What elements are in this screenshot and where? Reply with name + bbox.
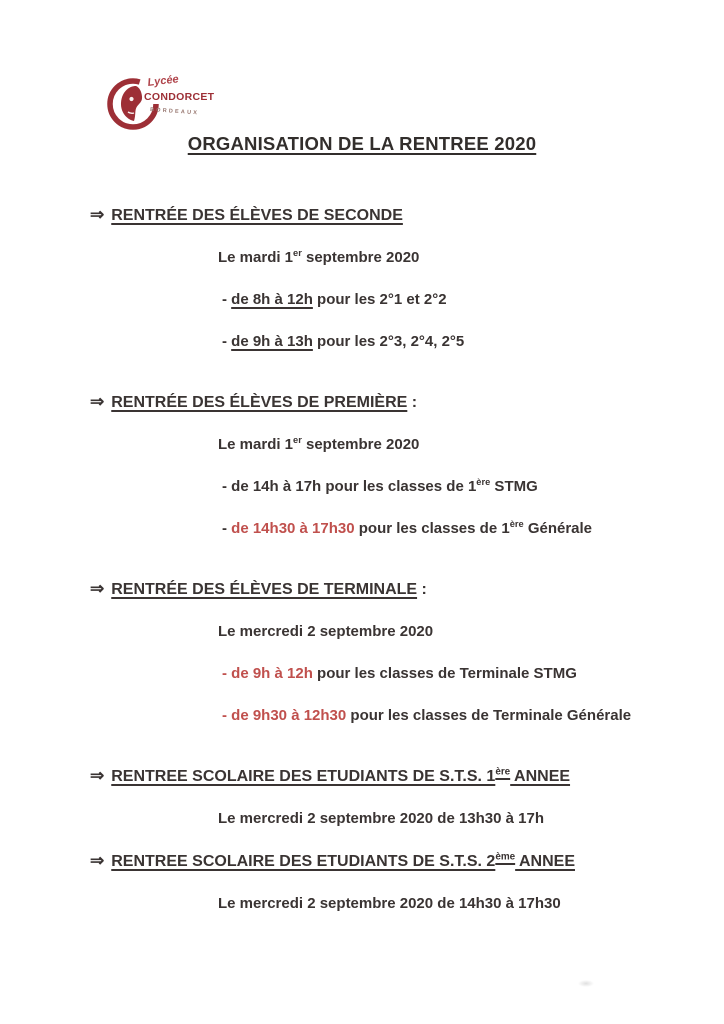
text-segment: er	[293, 248, 302, 258]
text-segment: Le mercredi 2 septembre 2020	[218, 623, 434, 640]
text-segment: er	[293, 435, 302, 445]
double-arrow-icon: ⇒	[90, 205, 105, 224]
time-slot-line	[222, 706, 724, 726]
text-segment: RENTRÉE DES ÉLÈVES DE TERMINALE	[111, 581, 418, 598]
text-segment: septembre 2020	[301, 249, 420, 266]
school-logo	[106, 72, 236, 136]
double-arrow-icon: ⇒	[90, 851, 105, 870]
text-segment: -	[222, 291, 232, 308]
highlighted-time-text: - de 9h30 à 12h30	[222, 707, 347, 724]
double-arrow-icon: ⇒	[90, 579, 105, 598]
highlighted-time-text: de 14h30 à 17h30	[231, 520, 355, 537]
text-segment: :	[417, 581, 427, 598]
schedule-section	[0, 579, 724, 726]
text-segment: ANNEE	[515, 853, 575, 870]
logo-school-name-text: CONDORCET	[144, 91, 215, 103]
text-segment: septembre 2020	[301, 436, 420, 453]
text-segment: RENTREE SCOLAIRE DES ETUDIANTS DE S.T.S. 1	[111, 768, 496, 785]
text-segment: STMG	[490, 478, 538, 495]
text-segment: RENTREE SCOLAIRE DES ETUDIANTS DE S.T.S. 2	[111, 853, 496, 870]
text-segment: pour les 2°1 et 2°2	[312, 291, 447, 308]
text-segment: ème	[495, 851, 516, 863]
document-title: ORGANISATION DE LA RENTREE 2020	[187, 133, 537, 154]
date-line	[218, 435, 724, 455]
time-slot-line	[222, 477, 724, 497]
text-segment: -	[222, 333, 232, 350]
schedule-section	[0, 392, 724, 539]
text-segment: ère	[509, 519, 524, 529]
text-segment: -	[222, 520, 232, 537]
text-segment: Le mardi 1	[218, 249, 294, 266]
text-segment: ère	[495, 766, 511, 778]
text-segment: RENTRÉE DES ÉLÈVES DE SECONDE	[111, 207, 403, 224]
text-segment: de 9h à 13h	[231, 333, 313, 350]
condorcet-portrait-silhouette	[121, 86, 142, 121]
text-segment: RENTRÉE DES ÉLÈVES DE PREMIÈRE	[111, 394, 408, 411]
text-segment: ANNEE	[510, 768, 571, 785]
text-segment: :	[407, 394, 418, 411]
condorcet-logo-graphic	[106, 72, 236, 136]
time-slot-line	[222, 664, 724, 684]
schedule-section	[0, 766, 724, 829]
portrait-highlight	[129, 97, 133, 101]
text-segment: de 8h à 12h	[231, 291, 313, 308]
double-arrow-icon: ⇒	[90, 392, 105, 411]
text-segment: Le mardi 1	[218, 436, 294, 453]
date-line	[218, 248, 724, 268]
text-segment: Générale	[523, 520, 593, 537]
double-arrow-icon: ⇒	[90, 766, 105, 785]
section-heading	[90, 851, 724, 872]
section-heading	[90, 579, 724, 600]
text-segment: pour les classes de 1	[354, 520, 510, 537]
time-slot-line	[222, 290, 724, 310]
date-line	[218, 894, 724, 914]
sections	[0, 205, 724, 914]
text-segment: Le mercredi 2 septembre 2020 de 13h30 à 17h	[218, 810, 545, 827]
schedule-section	[0, 851, 724, 914]
section-heading	[90, 392, 724, 413]
date-line	[218, 622, 724, 642]
schedule-section	[0, 205, 724, 352]
time-slot-line	[222, 519, 724, 539]
text-segment: ère	[476, 477, 491, 487]
text-segment: Le mercredi 2 septembre 2020 de 14h30 à 17h30	[218, 895, 561, 912]
text-segment: pour les classes de Terminale Générale	[346, 707, 632, 724]
section-heading	[90, 205, 724, 226]
date-line	[218, 809, 724, 829]
text-segment: - de 14h à 17h pour les classes de 1	[222, 478, 477, 495]
logo-city-text: BORDEAUX	[149, 107, 200, 117]
scan-smudge-artifact	[578, 980, 594, 987]
section-heading	[90, 766, 724, 787]
text-segment: pour les 2°3, 2°4, 2°5	[312, 333, 465, 350]
logo-school-type-text: Lycée	[146, 73, 180, 89]
time-slot-line	[222, 332, 724, 352]
highlighted-time-text: - de 9h à 12h	[222, 665, 313, 682]
text-segment: pour les classes de Terminale STMG	[312, 665, 577, 682]
